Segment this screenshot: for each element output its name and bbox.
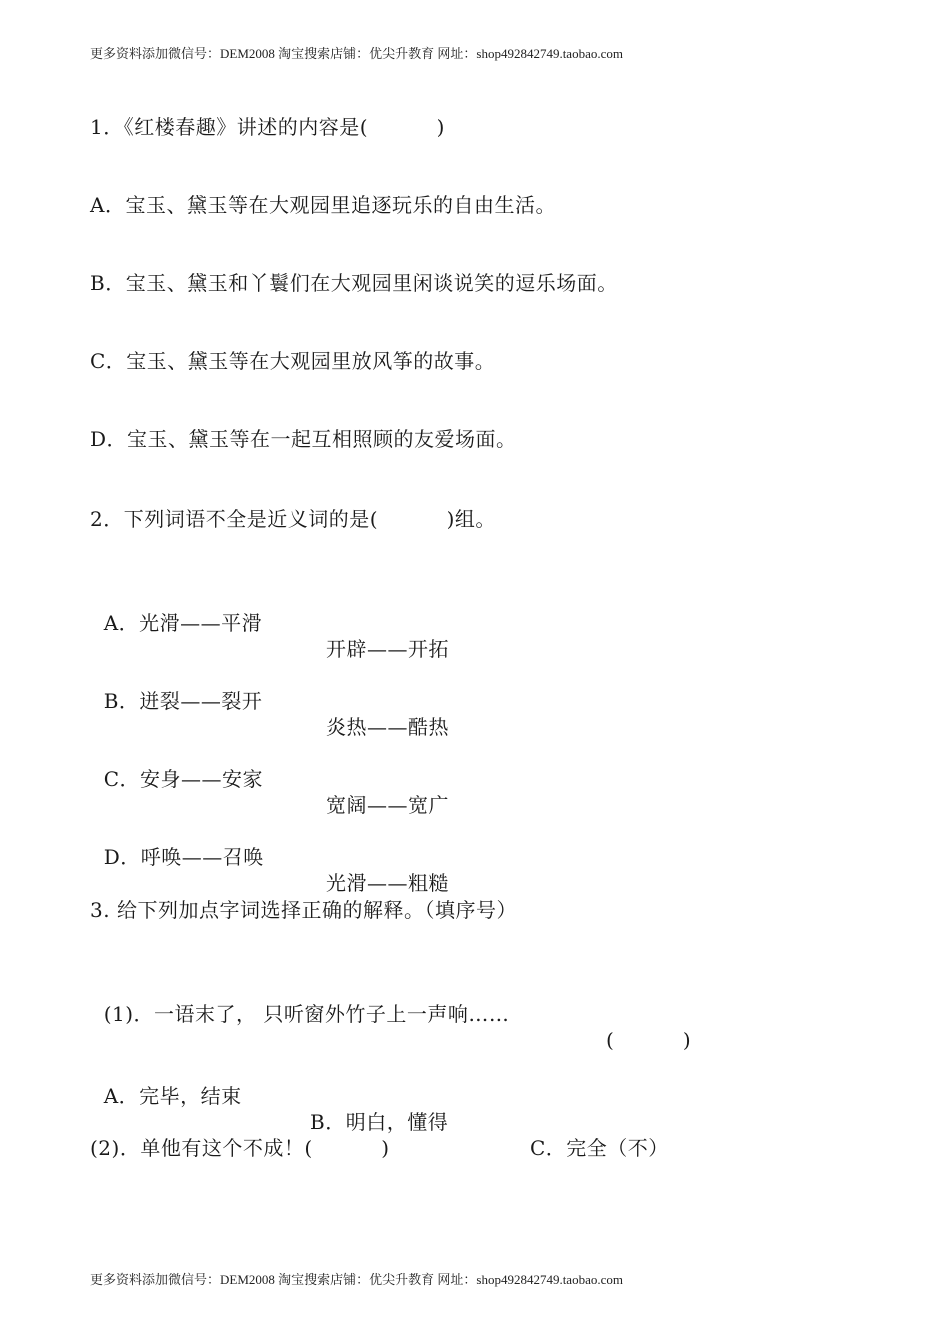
q2-option-a-left: A．光滑——平滑 — [103, 611, 263, 635]
q2-option-d — [90, 818, 850, 896]
q2-option-d-left: D．呼唤——召唤 — [103, 845, 264, 869]
q2-option-a — [90, 584, 850, 662]
q1-option-b: B．宝玉、黛玉和丫鬟们在大观园里闲谈说笑的逗乐场面。 — [90, 271, 618, 295]
page-header: 更多资料添加微信号：DEM2008 淘宝搜索店铺：优尖升教育 网址：shop492842749.taobao.com — [90, 46, 623, 61]
q3-sub1-blank: ( ) — [606, 1028, 692, 1052]
q3-stem: 3. 给下列加点字词选择正确的解释。（填序号） — [90, 898, 517, 922]
page-footer: 更多资料添加微信号：DEM2008 淘宝搜索店铺：优尖升教育 网址：shop492842749.taobao.com — [90, 1272, 623, 1287]
q2-option-b-left: B．迸裂——裂开 — [103, 689, 263, 713]
q2-option-c-left: C．安身——安家 — [103, 767, 264, 791]
q2-stem: 2．下列词语不全是近义词的是( )组。 — [90, 507, 496, 531]
q3-sub1 — [90, 975, 850, 1053]
q1-option-c: C．宝玉、黛玉等在大观园里放风筝的故事。 — [90, 349, 496, 373]
q1-option-d: D．宝玉、黛玉等在一起互相照顾的友爱场面。 — [90, 427, 517, 451]
q3-sub1-option-c: C．完全（不） — [530, 1136, 669, 1160]
q2-option-b — [90, 662, 850, 740]
q3-sub1-text: (1)．一语末了， 只听窗外竹子上一声响…… — [103, 1002, 510, 1026]
q2-option-b-right: 炎热——酷热 — [326, 715, 449, 739]
q1-option-a: A．宝玉、黛玉等在大观园里追逐玩乐的自由生活。 — [90, 193, 556, 217]
q2-option-a-right: 开辟——开拓 — [326, 637, 449, 661]
q3-sub1-option-b: B．明白，懂得 — [310, 1110, 449, 1134]
q3-sub1-option-a: A．完毕，结束 — [103, 1084, 242, 1108]
q1-stem: 1．《红楼春趣》讲述的内容是( ) — [90, 115, 445, 139]
q2-option-c — [90, 740, 850, 818]
q2-option-d-right: 光滑——粗糙 — [326, 871, 449, 895]
q3-sub2: (2)．单他有这个不成！( ) — [90, 1136, 390, 1160]
q2-option-c-right: 宽阔——宽广 — [326, 793, 449, 817]
